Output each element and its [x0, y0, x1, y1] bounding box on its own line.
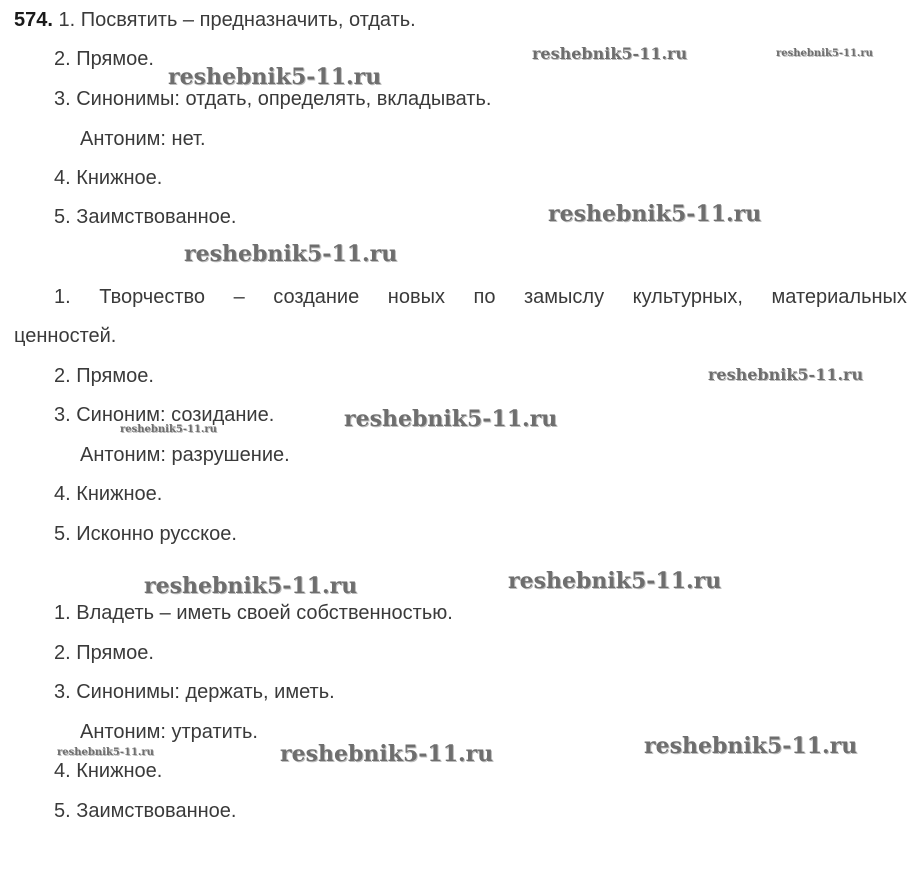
watermark: reshebnik5-11.ru — [644, 733, 858, 759]
answer-text: Антоним: разрушение. — [80, 444, 290, 466]
watermark: reshebnik5-11.ru — [532, 44, 688, 63]
word: материальных — [771, 286, 907, 308]
word: по — [473, 286, 496, 308]
watermark: reshebnik5-11.ru — [57, 747, 154, 758]
answer-text: Антоним: утратить. — [80, 721, 258, 743]
answer-text: Антоним: нет. — [80, 128, 206, 150]
watermark: reshebnik5-11.ru — [508, 568, 722, 594]
watermark: reshebnik5-11.ru — [548, 201, 762, 227]
section1-line1 — [14, 8, 416, 32]
answer-text: 4. Книжное. — [54, 760, 163, 782]
watermark: reshebnik5-11.ru — [344, 406, 558, 432]
answer-text: 3. Синонимы: отдать, определять, вкладывать. — [54, 88, 492, 110]
word: 1. — [54, 286, 71, 308]
answer-text: 1. Владеть – иметь своей собственностью. — [54, 602, 453, 624]
watermark: reshebnik5-11.ru — [168, 64, 382, 90]
watermark: reshebnik5-11.ru — [708, 365, 864, 384]
answer-text: 4. Книжное. — [54, 483, 163, 505]
exercise-number: 574. — [14, 9, 53, 31]
watermark: reshebnik5-11.ru — [144, 573, 358, 599]
watermark: reshebnik5-11.ru — [776, 48, 873, 59]
answer-text: 1. Посвятить – предназначить, отдать. — [58, 9, 416, 31]
word: замыслу — [524, 286, 605, 308]
word: Творчество — [99, 286, 206, 308]
answer-text: 3. Синонимы: держать, иметь. — [54, 681, 335, 703]
watermark: reshebnik5-11.ru — [184, 241, 398, 267]
answer-text: 5. Заимствованное. — [54, 800, 237, 822]
answer-text: 2. Прямое. — [54, 642, 154, 664]
answer-text: 5. Исконно русское. — [54, 523, 237, 545]
word: – — [233, 286, 245, 308]
answer-text: 4. Книжное. — [54, 167, 163, 189]
answer-text: 5. Заимствованное. — [54, 206, 237, 228]
definition-line — [54, 285, 907, 309]
answer-text: 2. Прямое. — [54, 365, 154, 387]
watermark: reshebnik5-11.ru — [120, 424, 217, 435]
answer-text: 2. Прямое. — [54, 48, 154, 70]
answer-text: ценностей. — [14, 325, 117, 347]
answer-text: 3. Синоним: созидание. — [54, 404, 275, 426]
word: новых — [387, 286, 445, 308]
word: создание — [273, 286, 360, 308]
word: культурных, — [632, 286, 743, 308]
watermark: reshebnik5-11.ru — [280, 741, 494, 767]
